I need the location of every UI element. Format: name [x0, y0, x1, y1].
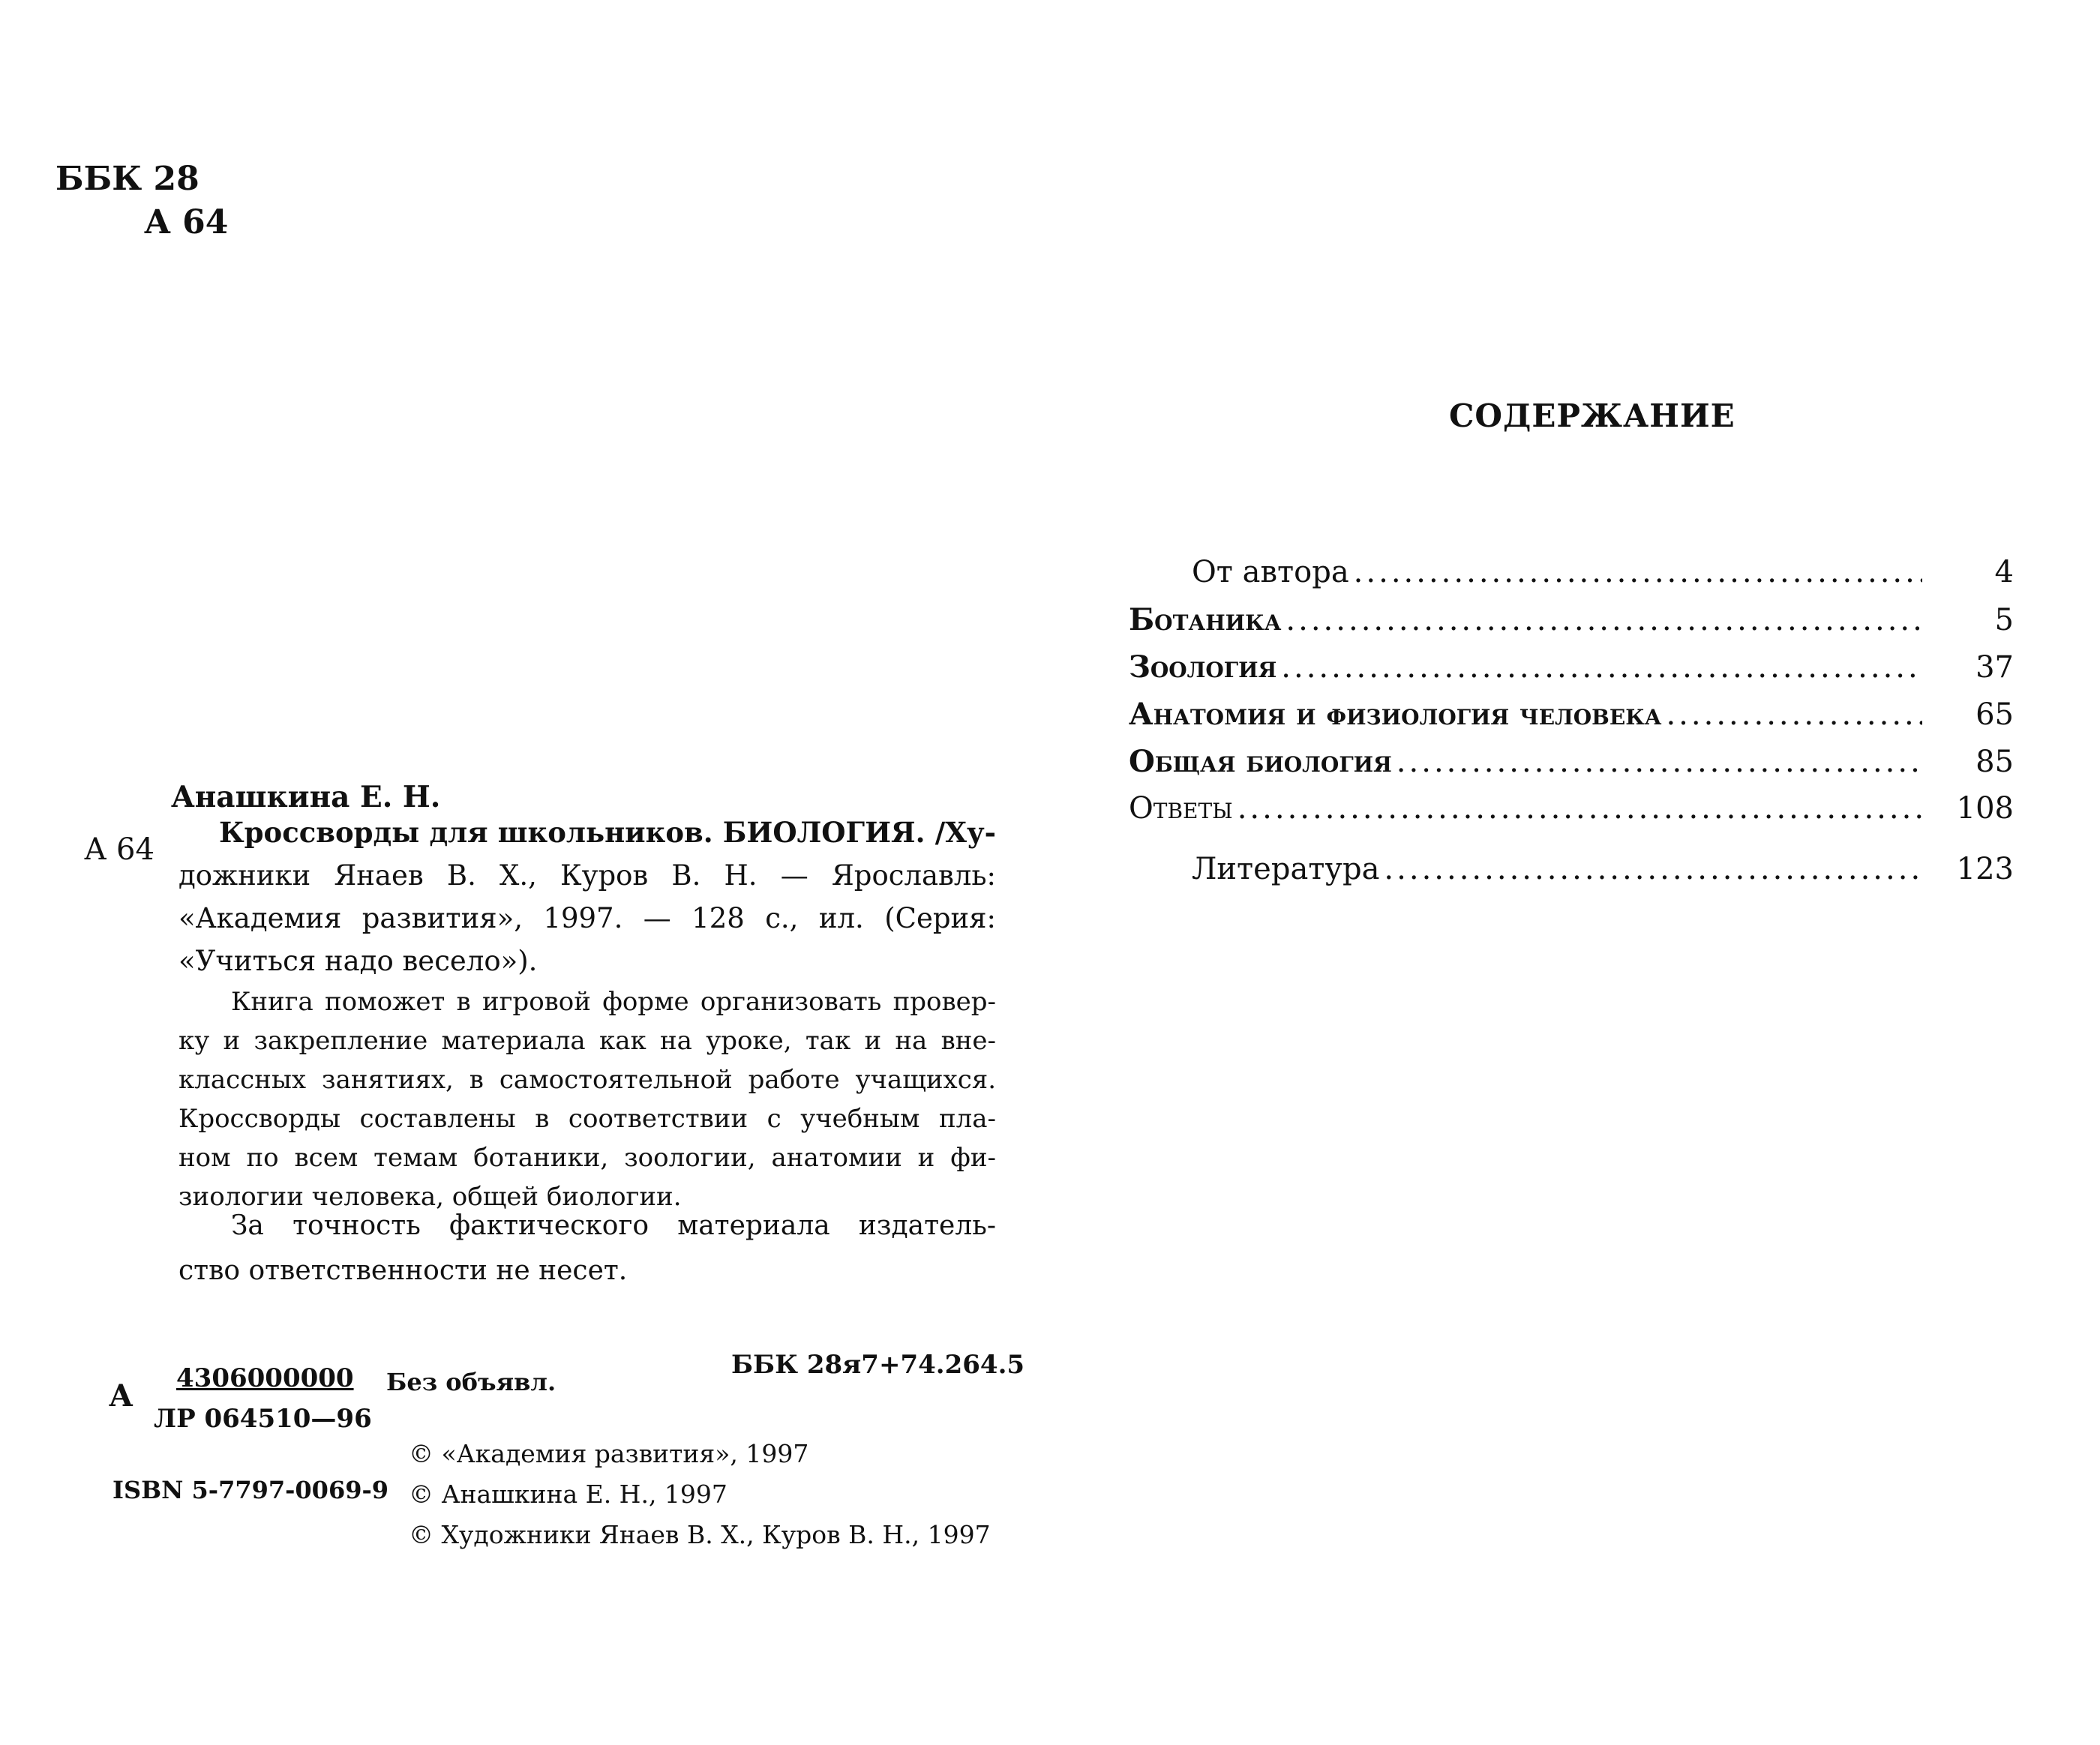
- toc-page: 37: [1976, 650, 2014, 685]
- toc-leader: [1286, 603, 1922, 637]
- toc-entry-from-author[interactable]: [1129, 555, 2014, 602]
- toc-entry-anatomy[interactable]: [1129, 697, 2014, 744]
- disclaimer-line: За точность фактического материала издатель-: [231, 1210, 996, 1241]
- toc-leader: [1281, 650, 1922, 685]
- annotation-line: Кроссворды составлены в соответствии с учебным пла-: [178, 1104, 996, 1134]
- author-name: Анашкина Е. Н.: [171, 780, 441, 814]
- biblio-line: Кроссворды для школьников. БИОЛОГИЯ. /Ху-: [219, 816, 996, 849]
- toc-page: 123: [1956, 852, 2014, 886]
- toc-entry-literature[interactable]: [1129, 852, 2014, 899]
- toc-entry-botany[interactable]: [1129, 602, 2014, 649]
- biblio-line: «Учиться надо весело»).: [178, 945, 538, 977]
- toc-leader: [1238, 791, 1922, 826]
- imprint-letter: А: [109, 1378, 134, 1414]
- toc-entry-answers[interactable]: [1129, 791, 2014, 838]
- copyright-line: © Анашкина Е. Н., 1997: [409, 1480, 728, 1509]
- isbn: ISBN 5-7797-0069-9: [112, 1476, 389, 1504]
- toc-leader: [1396, 745, 1922, 779]
- bbk-index-bottom: ББК 28я7+74.264.5: [731, 1350, 1025, 1380]
- toc-leader: [1666, 697, 1922, 732]
- annotation-line: Книга поможет в игровой форме организовать провер-: [231, 987, 996, 1017]
- annotation-line: ном по всем темам ботаники, зоологии, анатомии и фи-: [178, 1143, 996, 1173]
- toc-page: 4: [1994, 555, 2014, 589]
- license-number: ЛР 064510—96: [154, 1404, 372, 1434]
- disclaimer-line: ство ответственности не несет.: [178, 1255, 628, 1286]
- toc-page: 5: [1994, 603, 2014, 637]
- contents-title: СОДЕРЖАНИЕ: [1449, 397, 1736, 434]
- bbk-index-top: [56, 157, 228, 244]
- toc-label: От автора: [1192, 555, 1349, 589]
- annotation: [178, 982, 996, 1216]
- bbk-code: ББК 28: [56, 160, 200, 198]
- biblio-line: «Академия развития», 1997. — 128 с., ил. (Серия:: [178, 902, 996, 934]
- bibliographic-description: [178, 811, 996, 982]
- table-of-contents: [1129, 555, 2014, 899]
- toc-leader: [1354, 555, 1922, 589]
- author-sign: А 64: [144, 203, 229, 241]
- toc-entry-zoology[interactable]: [1129, 649, 2014, 697]
- toc-page: 65: [1976, 697, 2014, 732]
- copyright-block: [409, 1434, 991, 1555]
- toc-label: Литература: [1192, 852, 1380, 886]
- toc-leader: [1384, 852, 1922, 886]
- toc-label: Зоология: [1129, 649, 1277, 685]
- call-code: А 64: [84, 832, 154, 867]
- toc-label: Ботаника: [1129, 602, 1282, 637]
- toc-label: Анатомия и физиология человека: [1129, 697, 1662, 732]
- toc-entry-general-biology[interactable]: [1129, 744, 2014, 791]
- annotation-line: ку и закрепление материала как на уроке, так и на вне-: [178, 1026, 996, 1056]
- annotation-line: классных занятиях, в самостоятельной работе учащихся.: [178, 1065, 996, 1095]
- toc-label: Общая биология: [1129, 744, 1392, 779]
- copyright-line: © «Академия развития», 1997: [409, 1439, 809, 1468]
- copyright-line: © Художники Янаев В. Х., Куров В. Н., 1997: [409, 1520, 991, 1549]
- toc-page: 85: [1976, 745, 2014, 779]
- imprint-code: 4306000000: [176, 1363, 354, 1393]
- biblio-line: дожники Янаев В. Х., Куров В. Н. — Ярославль:: [178, 859, 996, 892]
- annotation-line: зиологии человека, общей биологии.: [178, 1182, 682, 1212]
- imprint-note: Без объявл.: [386, 1368, 556, 1396]
- toc-page: 108: [1956, 791, 2014, 826]
- toc-label: Ответы: [1129, 791, 1233, 826]
- disclaimer: [178, 1204, 996, 1294]
